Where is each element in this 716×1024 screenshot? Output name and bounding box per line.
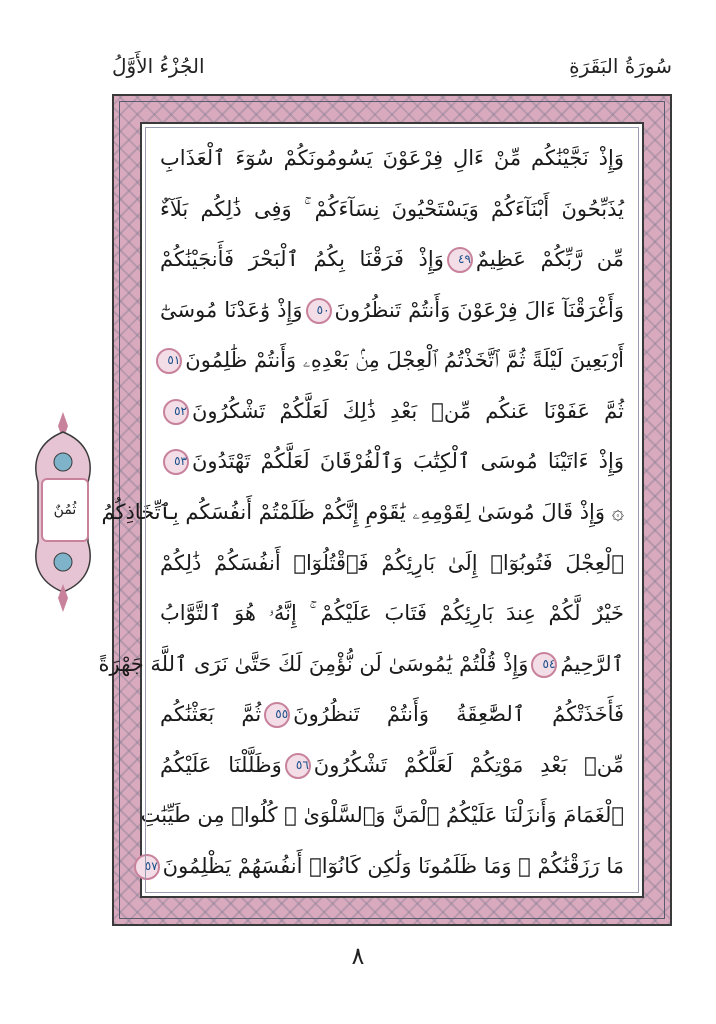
verse-text: فَأَخَذَتْكُمُ ٱلصَّٰعِقَةُ وَأَنتُمْ تَنظُرُونَ bbox=[293, 702, 624, 727]
verse-line bbox=[160, 239, 624, 279]
verse-text: مِّن رَّبِّكُمْ عَظِيمٌ bbox=[475, 247, 624, 272]
verse-text: خَيْرٌ لَّكُمْ عِندَ بَارِئِكُمْ فَتَابَ عَلَيْكُمْ ۚ إِنَّهُۥ هُوَ ٱلتَّوَّابُ bbox=[160, 601, 624, 626]
hizb-mark-label: ثُمُنٌ bbox=[41, 478, 89, 542]
surah-name: سُورَةُ البَقَرَةِ bbox=[569, 54, 672, 78]
verse-text: ثُمَّ بَعَثْنَٰكُم bbox=[160, 702, 262, 727]
juz-name: الجُزْءُ الأَوَّلُ bbox=[112, 54, 205, 78]
ayah-number-marker: ٥٦ bbox=[285, 753, 311, 779]
verse-text: ٱلْغَمَامَ وَأَنزَلْنَا عَلَيْكُمُ ٱلْمَنَّ وَٱلسَّلْوَىٰ ۖ كُلُوا۟ مِن طَيِّبَٰتِ bbox=[140, 803, 624, 828]
verse-text: وَظَلَّلْنَا عَلَيْكُمُ bbox=[160, 752, 282, 777]
verse-line bbox=[160, 391, 624, 431]
verse-line bbox=[144, 846, 624, 886]
verse-text: مِّنۢ بَعْدِ مَوْتِكُمْ لَعَلَّكُمْ تَشْكُرُونَ bbox=[313, 752, 624, 777]
ayah-number-marker: ٥١ bbox=[156, 348, 182, 374]
ayah-number-marker: ٥٢ bbox=[163, 399, 189, 425]
verse-line bbox=[160, 189, 624, 229]
verse-text: وَإِذْ نَجَّيْنَٰكُم مِّنْ ءَالِ فِرْعَوْنَ يَسُومُونَكُمْ سُوٓءَ ٱلْعَذَابِ bbox=[160, 146, 624, 170]
ayah-number-marker: ٥٠ bbox=[306, 298, 332, 324]
verse-text: أَرْبَعِينَ لَيْلَةً ثُمَّ ٱتَّخَذْتُمُ ٱلْعِجْلَ مِنۢ بَعْدِهِۦ وَأَنتُمْ ظَٰلِمُونَ bbox=[185, 348, 624, 373]
verse-line bbox=[98, 644, 624, 684]
page-number: ٨ bbox=[351, 942, 365, 970]
verse-text: ثُمَّ عَفَوْنَا عَنكُم مِّنۢ بَعْدِ ذَٰلِكَ لَعَلَّكُمْ تَشْكُرُونَ bbox=[192, 398, 624, 423]
hizb-ornament bbox=[28, 412, 98, 612]
verse-line bbox=[160, 745, 624, 785]
verse-text: ٱلرَّحِيمُ bbox=[560, 651, 624, 676]
verse-line bbox=[140, 795, 624, 835]
verse-line bbox=[101, 492, 624, 532]
verse-text: مَا رَزَقْنَٰكُمْ ۖ وَمَا ظَلَمُونَا وَلَٰكِن كَانُوٓا۟ أَنفُسَهُمْ يَظْلِمُونَ bbox=[162, 853, 624, 878]
verse-line bbox=[160, 593, 624, 633]
verse-line bbox=[160, 290, 624, 330]
ayah-number-marker: ٥٥ bbox=[264, 702, 290, 728]
verse-line bbox=[160, 543, 624, 583]
verse-text: ٱلْعِجْلَ فَتُوبُوٓا۟ إِلَىٰ بَارِئِكُمْ فَٱقْتُلُوٓا۟ أَنفُسَكُمْ ذَٰلِكُمْ bbox=[160, 550, 624, 575]
page-header bbox=[112, 48, 672, 84]
verse-line bbox=[160, 340, 624, 380]
verse-text: وَأَغْرَقْنَآ ءَالَ فِرْعَوْنَ وَأَنتُمْ تَنظُرُونَ bbox=[334, 297, 625, 322]
verse-text: وَإِذْ وَٰعَدْنَا مُوسَىٰٓ bbox=[160, 297, 303, 322]
verse-line bbox=[160, 138, 624, 178]
verse-text: ۞ وَإِذْ قَالَ مُوسَىٰ لِقَوْمِهِۦ يَٰقَوْمِ إِنَّكُمْ ظَلَمْتُمْ أَنفُسَكُم بِٱتِّخَاذِكُمُ bbox=[101, 499, 624, 524]
verse-text: وَإِذْ ءَاتَيْنَا مُوسَى ٱلْكِتَٰبَ وَٱلْفُرْقَانَ لَعَلَّكُمْ تَهْتَدُونَ bbox=[192, 449, 624, 474]
ayah-number-marker: ٥٣ bbox=[163, 449, 189, 475]
verse-text-area bbox=[98, 122, 644, 898]
ayah-number-marker: ٤٩ bbox=[447, 247, 473, 273]
verse-text: وَإِذْ فَرَقْنَا بِكُمُ ٱلْبَحْرَ فَأَنجَيْنَٰكُمْ bbox=[160, 247, 444, 272]
ayah-number-marker: ٥٧ bbox=[134, 854, 160, 880]
ayah-number-marker: ٥٤ bbox=[531, 652, 557, 678]
verse-text: وَإِذْ قُلْتُمْ يَٰمُوسَىٰ لَن نُّؤْمِنَ لَكَ حَتَّىٰ نَرَى ٱللَّهَ جَهْرَةً bbox=[98, 651, 529, 676]
verse-text: يُذَبِّحُونَ أَبْنَآءَكُمْ وَيَسْتَحْيُونَ نِسَآءَكُمْ ۚ وَفِى ذَٰلِكُم بَلَآءٌ bbox=[160, 196, 624, 221]
verse-line bbox=[160, 441, 624, 481]
ornamental-frame bbox=[98, 94, 672, 926]
verse-line bbox=[160, 694, 624, 734]
